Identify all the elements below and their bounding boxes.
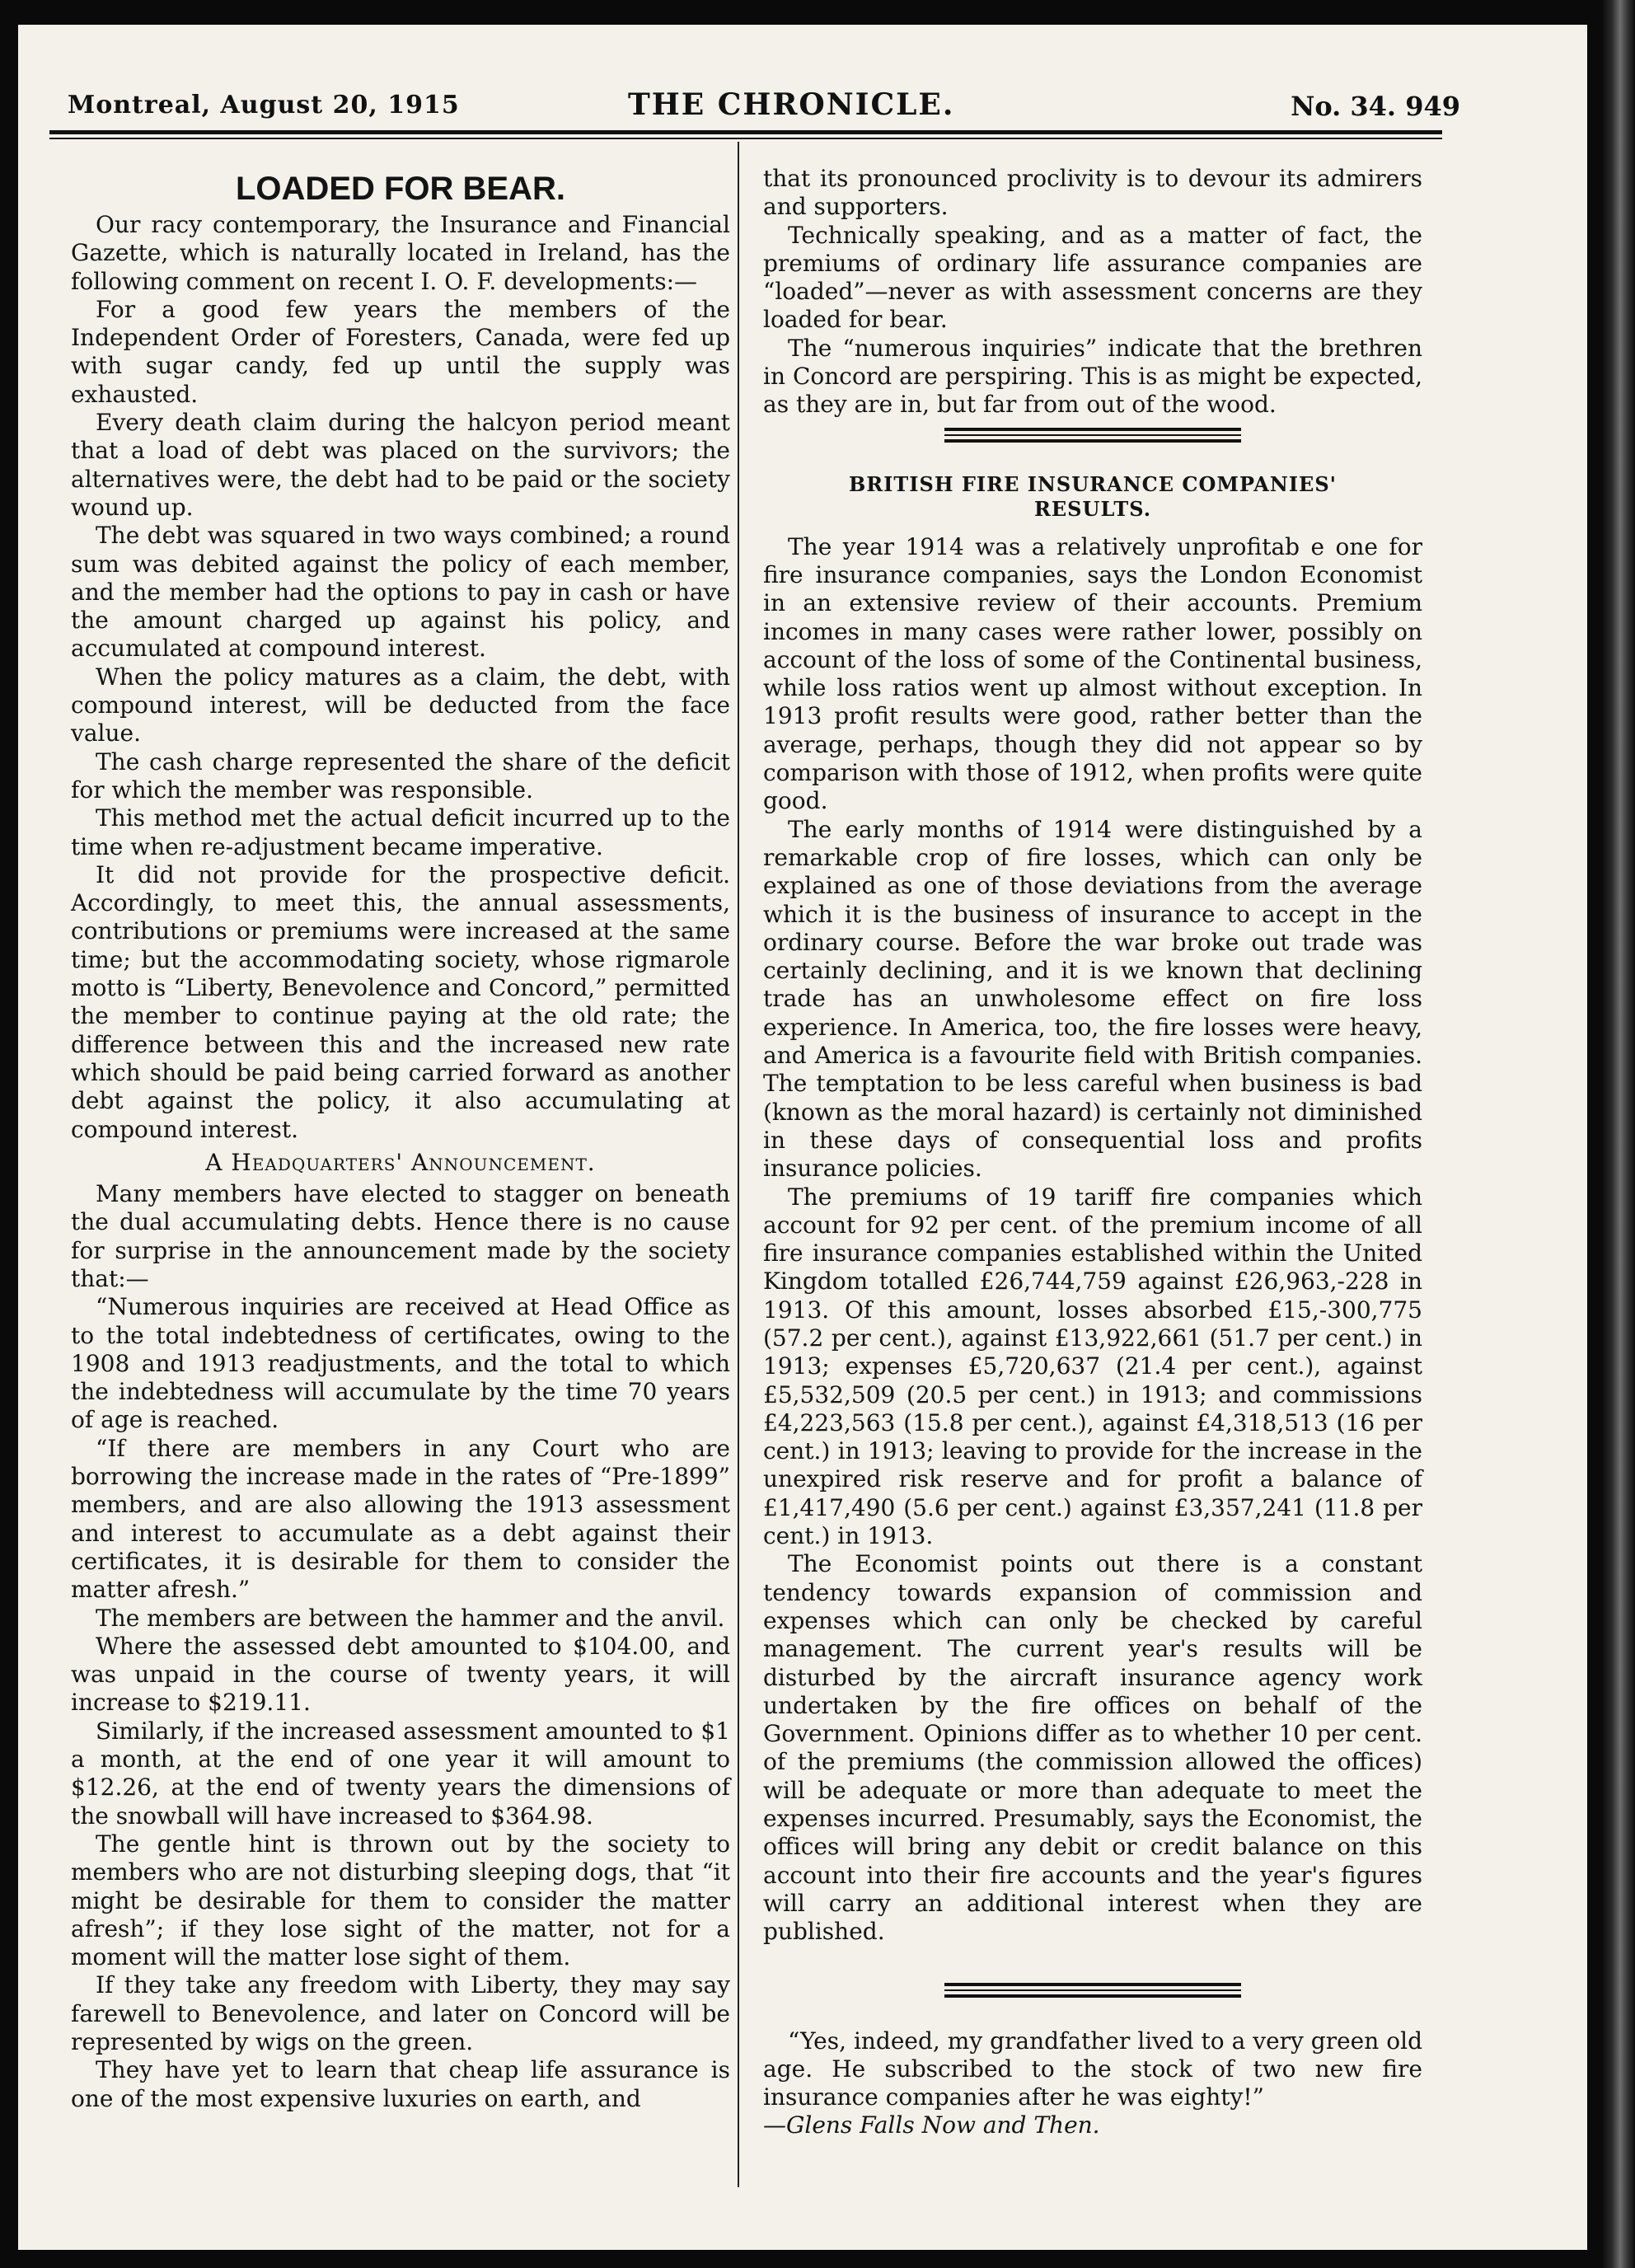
paragraph: The premiums of 19 tariff fire companies which account for 92 per cent. of the premium income of all fire insurance companies established within the United Kingdom totalled £26,744,759 against £26,963,-228 in 1913. Of this amount, losses absorbed £15,-300,775 (57.2 per cent.), against £13,922,661 (51.7 per cent.) in 1913; expenses £5,720,637 (21.4 per cent.), against £5,532,509 (20.5 per cent.) in 1913; and commissions £4,223,563 (15.8 per cent.), against £4,318,513 (16 per cent.) in 1913; leaving to provide for the increase in the unexpired risk reserve and for profit a balance of £1,417,490 (5.6 per cent.) against £3,357,241 (11.8 per cent.) in 1913. — [763, 1183, 1422, 1550]
running-header — [68, 84, 1460, 130]
paragraph: The Economist points out there is a constant tendency towards expansion of commission and expenses which can only be checked by careful management. The current year's results will be disturbed by the aircraft insurance agency work undertaken by the fire offices on behalf of the Government. Opinions differ as to whether 10 per cent. of the premiums (the commission allowed the offices) will be adequate or more than adequate to meet the expenses incurred. Presumably, says the Economist, the offices will bring any debit or credit balance on this account into their fire accounts and the year's figures will carry an additional interest when they are published. — [763, 1550, 1422, 1946]
paragraph: When the policy matures as a claim, the debt, with compound interest, will be deducted from the face value. — [71, 663, 730, 747]
article-title: LOADED FOR BEAR. — [236, 171, 565, 207]
header-publication-title: THE CHRONICLE. — [628, 87, 955, 122]
paragraph: “If there are members in any Court who are borrowing the increase made in the rates of “Pre-1899” members, and are also allowing the 1913 assessment and interest to accumulate as a debt against their certificates, it is desirable for them to consider the matter afresh.” — [71, 1434, 730, 1604]
section-separator — [763, 424, 1422, 448]
quote-source: —Glens Falls Now and Then. — [763, 2111, 1100, 2139]
paragraph: Where the assessed debt amounted to $104.00, and was unpaid in the course of twenty years, it will increase to $219.11. — [71, 1632, 730, 1717]
paragraph: “Numerous inquiries are received at Head Office as to the total indebtedness of certificates, owing to the 1908 and 1913 readjustments, and the total to which the indebtedness will accumulate by the time 70 years of age is reached. — [71, 1293, 730, 1434]
paragraph: The members are between the hammer and the anvil. — [96, 1604, 725, 1632]
paragraph: They have yet to learn that cheap life assurance is one of the most expensive luxuries on earth, and — [71, 2056, 730, 2112]
left-column — [71, 165, 730, 2113]
header-rule-thin — [49, 138, 1442, 139]
paragraph: The gentle hint is thrown out by the society to members who are not disturbing sleeping dogs, that “it might be desirable for them to consider the matter afresh”; if they lose sight of the matter, not for a moment will the matter lose sight of them. — [71, 1830, 730, 1971]
header-rule-thick — [49, 130, 1442, 134]
paragraph: Similarly, if the increased assessment amounted to $1 a month, at the end of one year it will amount to $12.26, at the end of twenty years the dimensions of the snowball will have increased to $364.98. — [71, 1717, 730, 1830]
paragraph: Many members have elected to stagger on beneath the dual accumulating debts. Hence there is no cause for surprise in the announcement made by the society that:— — [71, 1180, 730, 1292]
column-divider — [738, 142, 739, 2187]
paragraph: The “numerous inquiries” indicate that the brethren in Concord are perspiring. This is as might be expected, as they are in, but far from out of the wood. — [763, 334, 1422, 419]
paragraph: Our racy contemporary, the Insurance and Financial Gazette, which is naturally located in Ireland, has the following comment on recent I. O. F. developments:— — [71, 211, 730, 295]
paragraph: The debt was squared in two ways combined; a round sum was debited against the policy of each member, and the member had the options to pay in cash or have the amount charged up against his policy, and accumulated at compound interest. — [71, 522, 730, 663]
paragraph: For a good few years the members of the Independent Order of Foresters, Canada, were fed up with sugar candy, fed up until the supply was exhausted. — [71, 295, 730, 408]
header-dateline: Montreal, August 20, 1915 — [68, 91, 460, 119]
section-title: BRITISH FIRE INSURANCE COMPANIES' RESULTS. — [848, 471, 1338, 521]
paragraph: Technically speaking, and as a matter of fact, the premiums of ordinary life assurance companies are “loaded”—never as with assessment concerns are they loaded for bear. — [763, 221, 1422, 334]
article-subheading: A Headquarters' Announcement. — [205, 1148, 596, 1176]
paragraph: It did not provide for the prospective deficit. Accordingly, to meet this, the annual assessments, contributions or premiums were increased at the same time; but the accommodating society, whose rigmarole motto is “Liberty, Benevolence and Concord,” permitted the member to continue paying at the old rate; the difference between this and the increased new rate which should be paid being carried forward as another debt against the policy, it also accumulating at compound interest. — [71, 860, 730, 1143]
paragraph: If they take any freedom with Liberty, they may say farewell to Benevolence, and later on Concord will be represented by wigs on the green. — [71, 1971, 730, 2055]
paragraph: The cash charge represented the share of the deficit for which the member was responsible. — [71, 747, 730, 804]
paragraph: Every death claim during the halcyon period meant that a load of debt was placed on the survivors; the alternatives were, the debt had to be paid or the society wound up. — [71, 409, 730, 521]
paragraph: The early months of 1914 were distinguished by a remarkable crop of fire losses, which can only be explained as one of those deviations from the average which it is the business of insurance to accept in the ordinary course. Before the war broke out trade was certainly declining, and it is we known that declining trade has an unwholesome effect on fire loss experience. In America, too, the fire losses were heavy, and America is a favourite field with British companies. The temptation to be less careful when business is bad (known as the moral hazard) is certainly not diminished in these days of consequential loss and profits insurance policies. — [763, 815, 1422, 1183]
paragraph: The year 1914 was a relatively unprofitab e one for fire insurance companies, says the London Economist in an extensive review of their accounts. Premium incomes in many cases were rather lower, possibly on account of the loss of some of the Continental business, while loss ratios went up almost without exception. In 1913 profit results were good, rather better than the average, perhaps, though they did not appear so by comparison with those of 1912, when profits were quite good. — [763, 532, 1422, 815]
paragraph: This method met the actual deficit incurred up to the time when re-adjustment became imperative. — [71, 804, 730, 860]
book-edge — [1602, 0, 1635, 2268]
quote-text: “Yes, indeed, my grandfather lived to a very green old age. He subscribed to the stock of two new fire insurance companies after he was eighty!” — [763, 2027, 1422, 2111]
section-separator — [763, 1980, 1422, 2003]
right-column — [763, 165, 1422, 2140]
header-issue-page: No. 34. 949 — [1291, 91, 1460, 122]
paragraph-continued: that its pronounced proclivity is to devour its admirers and supporters. — [763, 165, 1422, 221]
